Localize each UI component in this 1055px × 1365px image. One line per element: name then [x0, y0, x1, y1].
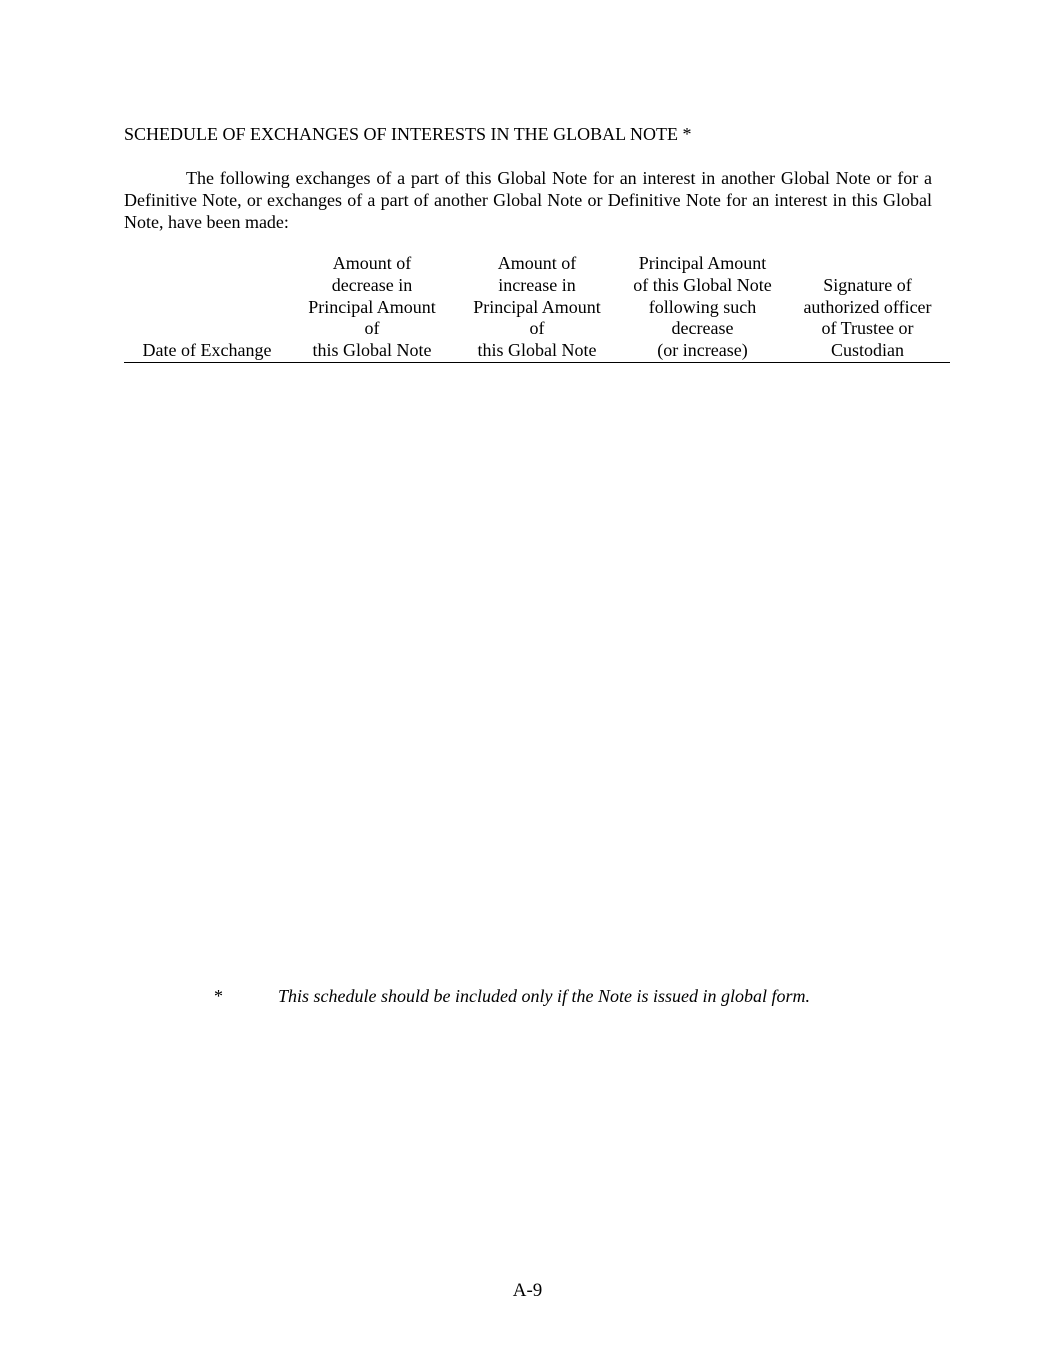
footnote-marker: *	[214, 986, 223, 1006]
column-header-date-of-exchange: Date of Exchange	[124, 253, 290, 362]
schedule-heading: SCHEDULE OF EXCHANGES OF INTERESTS IN THE GLOBAL NOTE *	[124, 124, 692, 144]
exchange-schedule-table	[124, 253, 950, 363]
column-header-decrease-amount: Amount of decrease in Principal Amount of this Global Note	[290, 253, 454, 362]
column-header-signature: Signature of authorized officer of Trustee or Custodian	[785, 253, 950, 362]
table-header-row	[124, 253, 950, 362]
footnote-text: This schedule should be included only if the Note is issued in global form.	[278, 986, 810, 1006]
column-header-increase-amount: Amount of increase in Principal Amount of this Global Note	[454, 253, 620, 362]
column-header-principal-amount: Principal Amount of this Global Note following such decrease (or increase)	[620, 253, 785, 362]
page-number: A-9	[512, 1280, 543, 1301]
intro-paragraph: The following exchanges of a part of this Global Note for an interest in another Global Note or for a Definitive Note, or exchanges of a part of another Global Note or Definitive Note for an interest in this Global Note, have been made:	[124, 168, 932, 232]
